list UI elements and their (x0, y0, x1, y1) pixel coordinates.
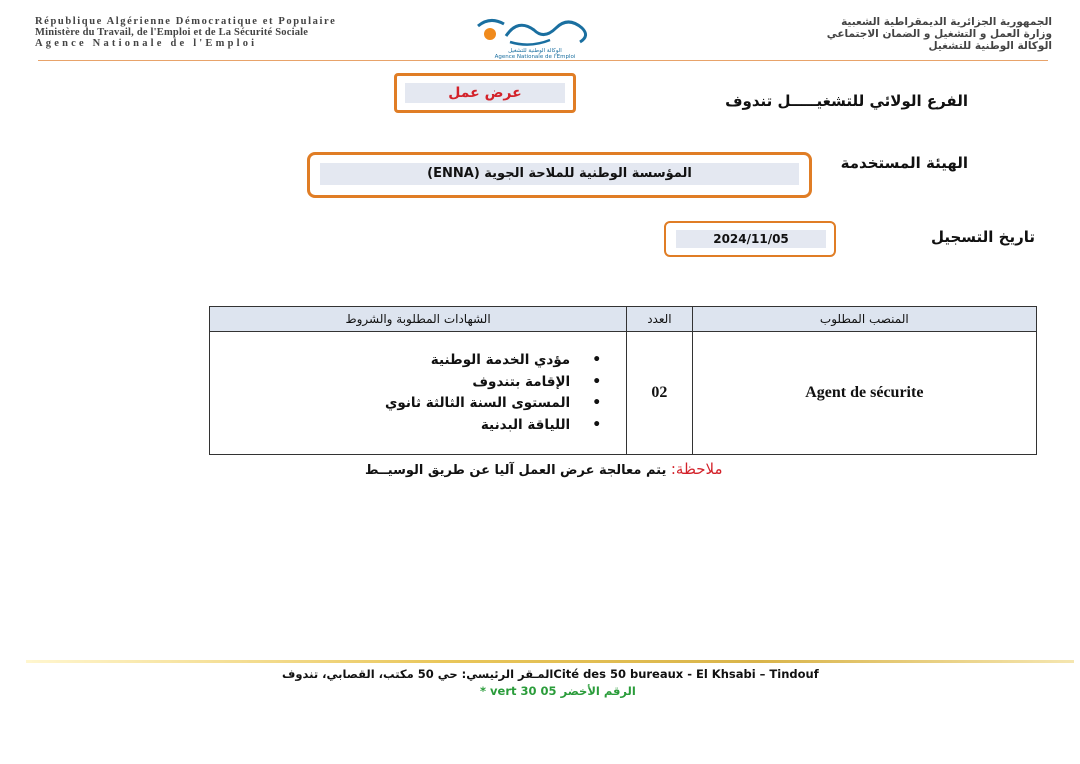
footer-address (282, 667, 819, 681)
date-box (664, 221, 836, 257)
title-box (394, 73, 576, 113)
header-fr-line: République Algérienne Démocratique et Populaire (35, 16, 337, 27)
logo-caption-fr: Agence Nationale de l'Emploi (494, 54, 576, 60)
agency-logo (470, 14, 600, 60)
logo-caption-ar: الوكالة الوطنية للتشغيل (508, 48, 562, 54)
footer-divider (26, 660, 1074, 663)
doc-title: عرض عمل (405, 83, 565, 103)
header-divider (38, 60, 1048, 61)
header-ar-line: وزارة العمل و التشغيل و الضمان الاجتماعي (826, 28, 1052, 40)
note-label: ملاحظة: (670, 460, 723, 478)
header-arabic (632, 16, 1052, 52)
position-cell: Agent de sécurite (692, 332, 1036, 455)
header-fr-line: Ministère du Travail, de l'Emploi et de La Sécurité Sociale (35, 27, 309, 38)
header-fr-line: Agence Nationale de l'Emploi (35, 38, 258, 49)
logo-icon (470, 14, 600, 48)
header-conditions: الشهادات المطلوبة والشروط (210, 307, 627, 332)
footer-green-number: الرقم الأخضر 05 30 vert * (480, 684, 636, 698)
date-value: 2024/11/05 (676, 230, 826, 248)
table-row (210, 332, 1037, 455)
list-item: • الإقامة بتندوف (211, 372, 625, 394)
employer-label: الهيئة المستخدمة (840, 154, 968, 172)
header-count: العدد (627, 307, 692, 332)
employer-value: المؤسسة الوطنية للملاحة الجوية (ENNA) (320, 163, 799, 185)
job-table (209, 306, 1037, 455)
count-cell: 02 (627, 332, 692, 455)
branch-label: الفرع الولائي للتشغيـــــل تندوف (725, 92, 968, 110)
logo-caption (470, 48, 600, 60)
date-label: تاريخ التسجيل (930, 228, 1035, 246)
table-header-row (210, 307, 1037, 332)
header-ar-line: الوكالة الوطنية للتشغيل (928, 40, 1052, 52)
conditions-list (211, 350, 625, 436)
note (365, 460, 723, 478)
header-ar-line: الجمهورية الجزائرية الديمقراطية الشعبية (841, 16, 1052, 28)
list-item: • المستوى السنة الثالثة ثانوي (211, 393, 625, 415)
header-french (35, 16, 455, 49)
conditions-cell (210, 332, 627, 455)
note-text: يتم معالجة عرض العمل آليا عن طريق الوسيــط (365, 463, 671, 478)
header-position: المنصب المطلوب (692, 307, 1036, 332)
employer-box (307, 152, 812, 198)
list-item: • اللياقة البدنية (211, 415, 625, 437)
footer-address-fr: Cité des 50 bureaux - El Khsabi – Tindouf (553, 667, 819, 681)
list-item: • مؤدي الخدمة الوطنية (211, 350, 625, 372)
footer-address-ar: المـقر الرئيسي: حي 50 مكتب، القصابي، تندوف (282, 667, 554, 681)
